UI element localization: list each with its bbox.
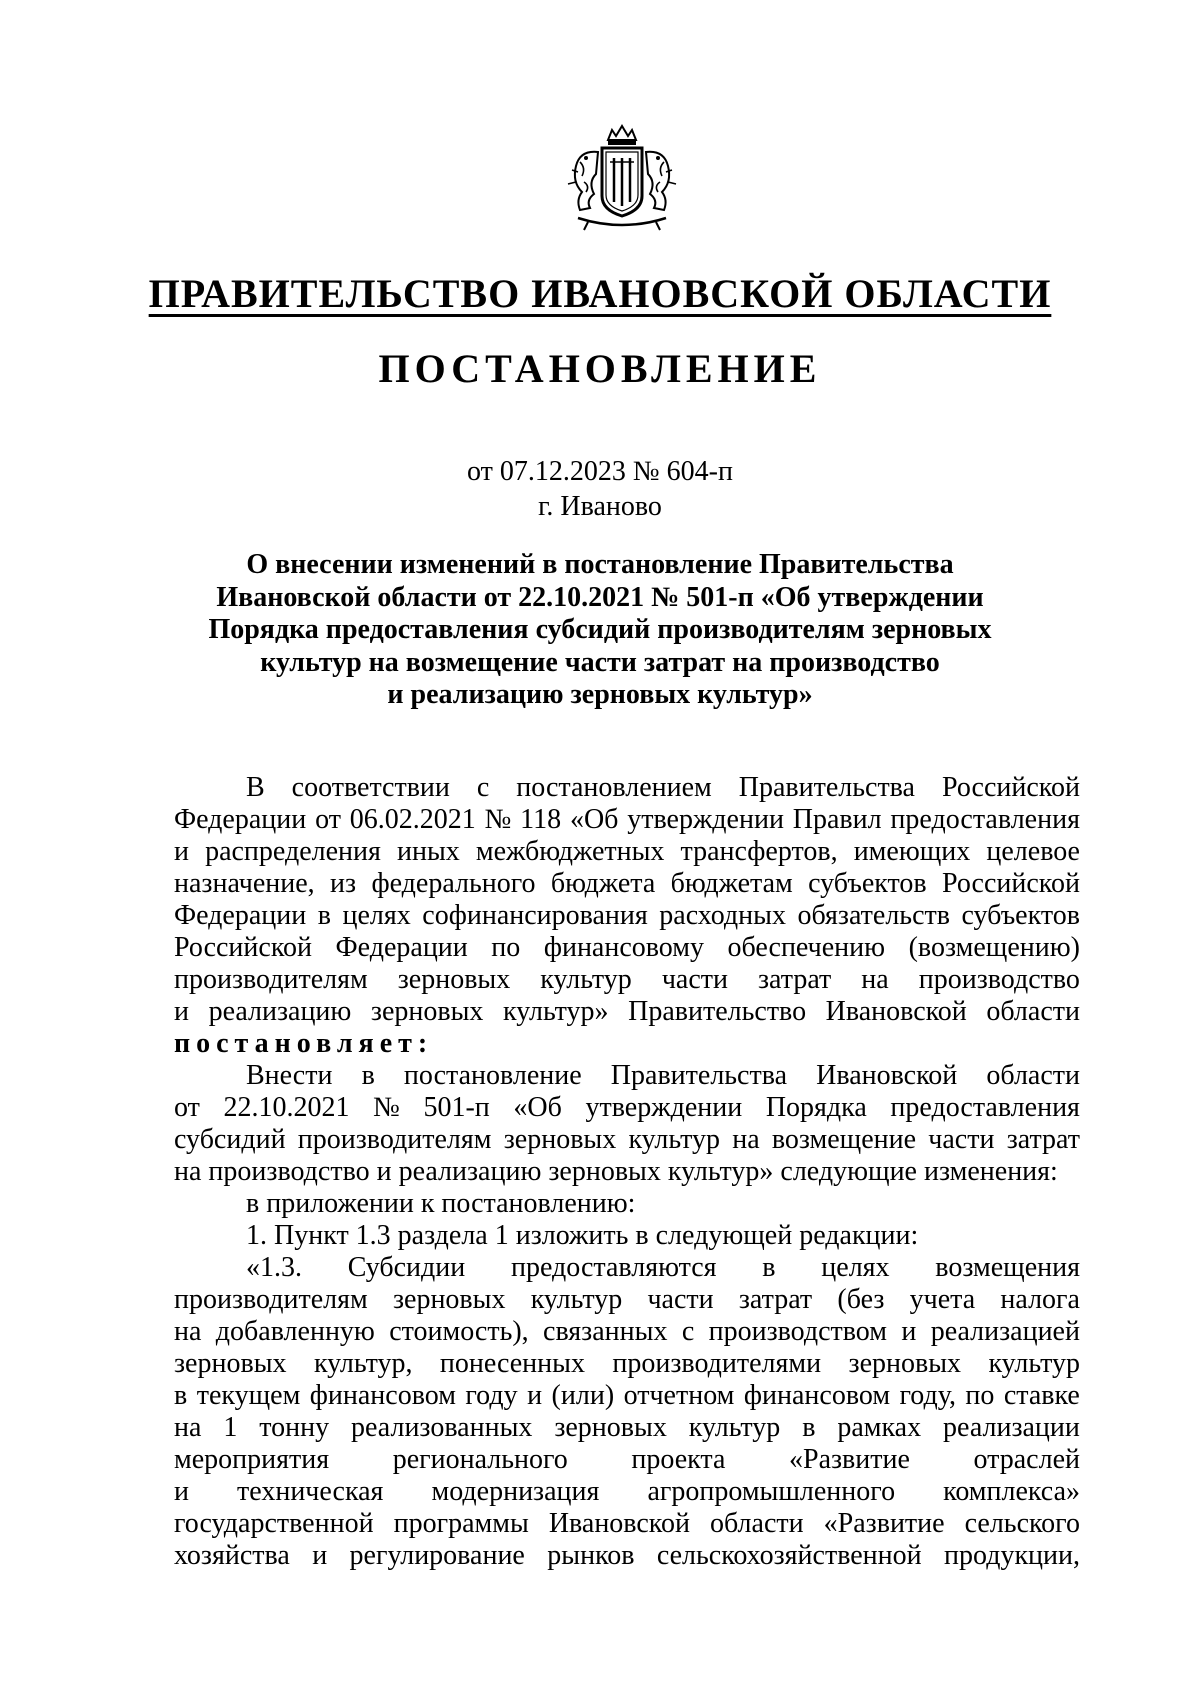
word: назначение, [174, 868, 315, 899]
word: (без [837, 1284, 885, 1315]
word: бюджетам [670, 868, 793, 899]
word: «1.3. [246, 1252, 302, 1283]
word: зерновых [174, 1348, 287, 1379]
body-line [174, 1444, 1080, 1476]
word: затрат [738, 1284, 813, 1315]
body-line [174, 772, 1080, 804]
word: постановление [403, 1060, 582, 1091]
word: на [174, 1412, 202, 1443]
word: модернизация [431, 1476, 600, 1507]
word: предоставления [890, 804, 1080, 835]
word: отраслей [973, 1444, 1080, 1475]
word: на [732, 1124, 760, 1155]
word: стоимость), [389, 1316, 529, 1347]
government-name: ПРАВИТЕЛЬСТВО ИВАНОВСКОЙ ОБЛАСТИ [148, 271, 1052, 316]
word: Правительство [628, 996, 807, 1027]
word: с [476, 772, 490, 803]
body-text: в приложении к постановлению: [246, 1188, 636, 1219]
word: и [312, 1540, 328, 1571]
word: от [315, 804, 341, 835]
word: культур [540, 964, 632, 995]
word: продукции, [944, 1540, 1080, 1571]
document-type: ПОСТАНОВЛЕНИЕ [378, 346, 822, 391]
word: и [901, 1316, 917, 1347]
word: по [491, 932, 521, 963]
word: регулирование [349, 1540, 525, 1571]
word: Российской [174, 932, 312, 963]
word: мероприятия [174, 1444, 330, 1475]
body-line [174, 996, 1080, 1028]
word: субсидий [174, 1124, 286, 1155]
word: бюджета [550, 868, 656, 899]
word: целях [821, 1252, 890, 1283]
word: с [681, 1316, 695, 1347]
body-line [174, 1284, 1080, 1316]
body-line [174, 1508, 1080, 1540]
word: Внести [246, 1060, 333, 1091]
title-line: Ивановской области от 22.10.2021 № 501-п «Об утверждении [216, 581, 984, 613]
word: имеющих [853, 836, 971, 867]
word: из [330, 868, 357, 899]
word: добавленную [215, 1316, 375, 1347]
word: и [174, 996, 189, 1027]
word: (возмещению) [908, 932, 1080, 963]
word: «Об [513, 1092, 562, 1123]
word: на [861, 964, 889, 995]
word: зерновых [503, 1124, 617, 1155]
word: зерновых [370, 996, 484, 1027]
word: на [174, 1316, 202, 1347]
title-line: и реализацию зерновых культур» [387, 679, 813, 710]
word: «Об [569, 804, 619, 835]
word: постановлением [516, 772, 712, 803]
word: и [174, 836, 189, 867]
word: налога [1000, 1284, 1080, 1315]
word: текущем [196, 1380, 301, 1411]
body-text: 1. Пункт 1.3 раздела 1 изложить в следующей редакции: [246, 1220, 919, 1251]
body-line [174, 804, 1080, 836]
body-line [174, 868, 1080, 900]
word: хозяйства [174, 1540, 290, 1571]
word: Правительства [610, 1060, 787, 1091]
body-line [174, 932, 1080, 964]
word: техническая [237, 1476, 384, 1507]
body-line [174, 1092, 1080, 1124]
word: расходных [659, 900, 786, 931]
word: 22.10.2021 [223, 1092, 350, 1123]
word: затрат [758, 964, 832, 995]
date-number: от 07.12.2023 № 604-п [467, 456, 733, 487]
word: иных [397, 836, 460, 867]
word: части [647, 1284, 714, 1315]
word: № [484, 804, 512, 835]
word: и [174, 1476, 189, 1507]
word: области [986, 996, 1080, 1027]
word: в [361, 1060, 375, 1091]
body-line [174, 1188, 1080, 1220]
word: возмещение [771, 1124, 917, 1155]
word: году, [899, 1380, 956, 1411]
body-line [174, 1380, 1080, 1412]
word: соответствии [291, 772, 450, 803]
word: предоставляются [510, 1252, 717, 1283]
word: регионального [392, 1444, 568, 1475]
word: утверждении [627, 804, 784, 835]
word: области [986, 1060, 1080, 1091]
word: № [373, 1092, 400, 1123]
word: 501-п [423, 1092, 490, 1123]
word: федерального [371, 868, 536, 899]
word: проекта [631, 1444, 726, 1475]
word: межбюджетных [475, 836, 665, 867]
word: трансфертов, [680, 836, 838, 867]
document-body [174, 772, 1080, 1572]
word: ставке [1003, 1380, 1080, 1411]
word: субъектов [808, 868, 927, 899]
word: комплекса» [943, 1476, 1080, 1507]
word: рамках [837, 1412, 922, 1443]
body-line [174, 1252, 1080, 1284]
word: распределения [205, 836, 381, 867]
body-text: на производство и реализацию зерновых культур» следующие изменения: [174, 1156, 1058, 1187]
coat-of-arms-icon [558, 122, 686, 234]
word: области [710, 1508, 804, 1539]
word: связанных [543, 1316, 668, 1347]
word: Федерации [335, 932, 468, 963]
word: части [928, 1124, 995, 1155]
document-title [200, 549, 1000, 712]
word: «Развитие [823, 1508, 945, 1539]
decree-word: постановляет: [174, 1028, 434, 1059]
word: культур» [503, 996, 609, 1027]
word: утверждении [585, 1092, 743, 1123]
word: культур [688, 1412, 781, 1443]
word: учета [909, 1284, 976, 1315]
word: сельскохозяйственной [656, 1540, 922, 1571]
word: производителям [174, 964, 368, 995]
title-line: О внесении изменений в постановление Правительства [246, 549, 954, 580]
word: культур [628, 1124, 720, 1155]
word: финансовом [309, 1380, 456, 1411]
word: зерновых [397, 964, 511, 995]
word: реализованных [351, 1412, 533, 1443]
body-line [174, 1060, 1080, 1092]
word: 06.02.2021 [349, 804, 476, 835]
word: реализацией [930, 1316, 1080, 1347]
title-line: Порядка предоставления субсидий производителям зерновых [208, 614, 992, 645]
word: государственной [174, 1508, 374, 1539]
word: в [174, 1380, 188, 1411]
word: реализацию [208, 996, 352, 1027]
decree-word-line [174, 1028, 1080, 1060]
word: и [527, 1380, 543, 1411]
word: Ивановской [825, 996, 967, 1027]
body-line [174, 1540, 1080, 1572]
city: г. Иваново [538, 491, 662, 522]
word: культур [988, 1348, 1080, 1379]
word: субъектов [961, 900, 1080, 931]
word: в [762, 1252, 776, 1283]
word: в [317, 900, 331, 931]
word: тонну [259, 1412, 330, 1443]
word: Правительства [738, 772, 915, 803]
word: затрат [1006, 1124, 1080, 1155]
word: Федерации [174, 900, 307, 931]
word: программы [393, 1508, 529, 1539]
body-line [174, 1476, 1080, 1508]
word: В [246, 772, 265, 803]
word: зерновых [392, 1284, 506, 1315]
title-line: культур на возмещение части затрат на производство [260, 646, 940, 678]
word: обеспечению [727, 932, 886, 963]
body-line [174, 1124, 1080, 1156]
word: Порядка [765, 1092, 867, 1123]
word: (или) [551, 1380, 615, 1411]
word: производством [708, 1316, 887, 1347]
word: отчетном [623, 1380, 735, 1411]
word: финансовому [543, 932, 704, 963]
body-line [174, 1220, 1080, 1252]
word: софинансирования [422, 900, 648, 931]
body-line [174, 1348, 1080, 1380]
word: Российской [941, 772, 1080, 803]
word: предоставления [890, 1092, 1080, 1123]
word: производителям [297, 1124, 492, 1155]
word: Правил [792, 804, 882, 835]
body-line [174, 1156, 1080, 1188]
body-line [174, 964, 1080, 996]
body-line [174, 900, 1080, 932]
word: Ивановской [548, 1508, 690, 1539]
word: Ивановской [816, 1060, 958, 1091]
body-line [174, 1316, 1080, 1348]
word: целях [342, 900, 411, 931]
word: зерновых [554, 1412, 667, 1443]
body-line [174, 1412, 1080, 1444]
word: от [174, 1092, 200, 1123]
word: Федерации [174, 804, 307, 835]
word: Российской [941, 868, 1080, 899]
word: части [661, 964, 728, 995]
word: 1 [223, 1412, 238, 1443]
word: понесенных [439, 1348, 585, 1379]
word: Субсидии [347, 1252, 466, 1283]
word: целевое [986, 836, 1080, 867]
word: производителям [174, 1284, 368, 1315]
word: культур [530, 1284, 623, 1315]
word: рынков [547, 1540, 635, 1571]
word: производство [918, 964, 1080, 995]
word: финансовом [743, 1380, 891, 1411]
word: возмещения [935, 1252, 1080, 1283]
word: культур, [313, 1348, 413, 1379]
word: 118 [520, 804, 562, 835]
word: году [465, 1380, 518, 1411]
word: сельского [964, 1508, 1080, 1539]
word: реализации [943, 1412, 1080, 1443]
body-line [174, 836, 1080, 868]
word: по [965, 1380, 995, 1411]
word: обязательств [797, 900, 950, 931]
word: «Развитие [789, 1444, 910, 1475]
word: производителями [612, 1348, 822, 1379]
word: в [802, 1412, 816, 1443]
word: агропромышленного [647, 1476, 896, 1507]
word: зерновых [848, 1348, 962, 1379]
